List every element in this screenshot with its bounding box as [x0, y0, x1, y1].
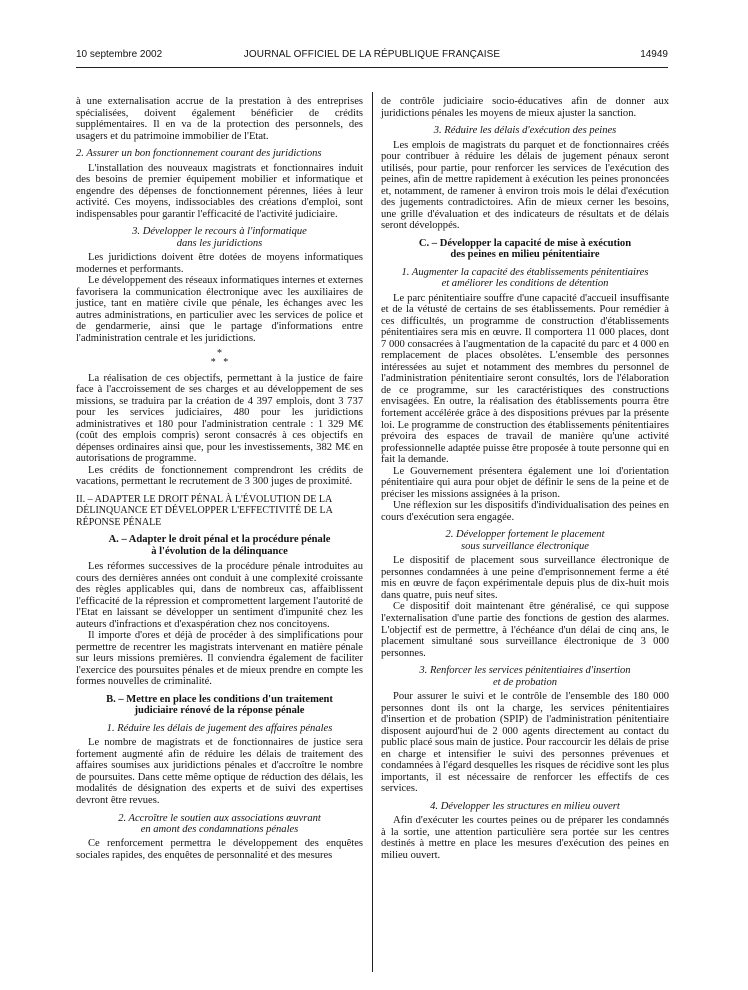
paragraph: Les réformes successives de la procédure pénale introduites au cours des dernières années ont conduit à une complexité croissante des règles applicables qui, dans de nombreux cas, affaiblissent l'efficacité de la répression et compromettent largement l'autorité de l'Etat en laissant se développer un sentiment d'impunité chez les auteurs d'infractions et d'exaspération chez nos concitoyens. [76, 561, 363, 630]
section-heading [84, 226, 355, 249]
subsection-heading-line: A. – Adapter le droit pénal et la procédure pénale [108, 534, 331, 546]
section-heading-line: 3. Développer le recours à l'informatique [132, 226, 307, 238]
section-heading-line: 2. Développer fortement le placement [445, 529, 605, 541]
header-page-number: 14949 [640, 49, 668, 60]
section-heading: 1. Réduire les délais de jugement des affaires pénales [106, 722, 333, 734]
section-heading: 4. Développer les structures en milieu ouvert [430, 800, 620, 812]
paragraph: de contrôle judiciaire socio-éducatives afin de donner aux juridictions pénales les moyens de mieux ajuster la sanction. [381, 96, 669, 119]
subsection-heading [385, 238, 665, 261]
section-heading-line: 1. Augmenter la capacité des établissements pénitentiaires [401, 266, 649, 278]
section-heading: 3. Réduire les délais d'exécution des peines [433, 125, 617, 137]
paragraph: Les emplois de magistrats du parquet et de fonctionnaires créés pour contribuer à réduire les délais de jugement pénaux seront utilisés, pour partie, pour renforcer les services de l'exécution des peines, afin de mettre rapidement à exécution les peines prononcées et, notamment, de ramener à environ trois mois le délai d'exécution des jugements contradictoires. Afin de mieux cerner les besoins, une grille d'évaluation et des indicateurs de résultats et de délais seront développés. [381, 139, 669, 232]
section-heading [84, 813, 355, 836]
paragraph: La réalisation de ces objectifs, permettant à la justice de faire face à l'accroissement de ses charges et au développement de ses missions, se traduira par la création de 4 397 emplois, dont 3 737 pour les services judiciaires, 480 pour les juridictions administratives et 180 pour l'administration centrale : 1 329 M€ (coût des emplois compris) seront consacrés à ces objectifs en dépenses ordinaires ainsi que, pour les investissements, 382 M€ en autorisations de programme. [76, 372, 363, 465]
paragraph: Afin d'exécuter les courtes peines ou de préparer les condamnés à la sortie, une attention particulière sera portée sur les centres destinés à mettre en place les mesures d'exécution des peines en milieu ouvert. [381, 815, 669, 861]
paragraph: Pour assurer le suivi et le contrôle de l'ensemble des 180 000 personnes dont ils ont la charge, les services pénitentiaires d'insertion et de probation (SPIP) de l'administration pénitentiaire disposent aujourd'hui de 2 000 agents directement au contact du public placé sous main de justice. Pour raccourcir les délais de prise en charge et intensifier le suivi des personnes prévenues et condamnées à l'égard desquelles les risques de récidive sont les plus importants, il est nécessaire de renforcer les effectifs de ces services. [381, 690, 669, 795]
subsection-heading [80, 694, 359, 717]
paragraph: L'installation des nouveaux magistrats et fonctionnaires induit des besoins de premier équipement mobilier et informatique et engendre des dépenses de fonctionnement pérennes, liées à leur activité. Ces moyens, indissociables des créations d'emploi, sont indispensables pour garantir l'efficacité de l'activité judiciaire. [76, 162, 363, 220]
paragraph: Le dispositif de placement sous surveillance électronique de personnes condamnées à une peine d'emprisonnement ferme a été mis en œuvre de façon expérimentale depuis plus de dix-huit mois dans quatre, puis neuf sites. [381, 555, 669, 601]
paragraph: Ce dispositif doit maintenant être généralisé, ce qui suppose l'externalisation d'une partie des fonctions de gestion des alarmes. L'objectif est de permettre, à l'échéance d'un délai de cinq ans, le placement simultané sous surveillance électronique de 3 000 personnes. [381, 601, 669, 659]
right-column [381, 96, 669, 862]
paragraph: Les crédits de fonctionnement comprendront les crédits de vacations, permettant le recrutement de 3 300 juges de proximité. [76, 464, 363, 488]
subsection-heading-line: judiciaire rénové de la réponse pénale [134, 705, 305, 717]
section-heading [389, 529, 661, 552]
section-heading: 2. Assurer un bon fonctionnement courant des juridictions [76, 148, 322, 160]
section-heading-line: en amont des condamnations pénales [140, 823, 299, 835]
asterism-line: * * [210, 356, 229, 368]
subsection-heading-line: B. – Mettre en place les conditions d'un traitement [106, 694, 333, 706]
paragraph: Le Gouvernement présentera également une loi d'orientation pénitentiaire qui aura pour objet de définir le sens de la peine et de préciser les missions assignées à la prison. [381, 465, 669, 500]
paragraph: Le parc pénitentiaire souffre d'une capacité d'accueil insuffisante et de la vétusté de certains de ses établissements. Pour remédier à ces difficultés, un programme de construction d'établissements pénitentiaires sera mis en œuvre. Il comportera 11 000 places, dont 7 000 consacrées à l'augmentation de la capacité du parc et 4 000 en remplacement de places obsolètes. L'ensemble des personnes intéressées au sujet et notamment des membres du personnel de l'administration pénitentiaire seront consultés, lors de l'élaboration de ce programme, sur les caractéristiques des constructions envisagées. En outre, la réalisation des établissements pourra être fortement accélérée grâce à des dispositions prévues par la présente loi. Le programme de construction des établissements pénitentiaires prévoira des espaces de travail de manière qu'une activité professionnelle adaptée puisse être proposée à toute personne qui en fait la demande. [381, 292, 669, 466]
section-heading-line: et améliorer les conditions de détention [441, 278, 609, 290]
column-separator [372, 92, 373, 972]
paragraph: Les juridictions doivent être dotées de moyens informatiques modernes et performants. [76, 252, 363, 275]
paragraph: Le développement des réseaux informatiques internes et externes favorisera la communication électronique avec les auxiliaires de justice, tant en matière civile que pénale, les échanges avec les autres administrations, en particulier avec les services de police et de gendarmerie, ainsi que le partage d'informations entre l'administration centrale et les juridictions. [76, 275, 363, 344]
paragraph: Il importe d'ores et déjà de procéder à des simplifications pour permettre de recentrer les magistrats intervenant en matière pénale sur leurs missions premières. Il conviendra également de faciliter l'exercice des poursuites pénales et de mieux prendre en compte les formes nouvelles de criminalité. [76, 630, 363, 688]
asterism-line: * [217, 347, 222, 359]
section-heading-line: et de probation [492, 676, 558, 688]
section-heading [389, 665, 661, 688]
header-date: 10 septembre 2002 [76, 49, 163, 60]
subsection-heading-line: C. – Développer la capacité de mise à exécution [418, 237, 632, 249]
header-rule [76, 67, 668, 68]
subsection-heading [80, 534, 359, 557]
header-journal-title: JOURNAL OFFICIEL DE LA RÉPUBLIQUE FRANÇAISE [243, 49, 501, 60]
section-heading-line: 2. Accroître le soutien aux associations œuvrant [118, 812, 321, 824]
section-heading-line: dans les juridictions [176, 237, 263, 249]
running-header [76, 49, 668, 65]
paragraph: Une réflexion sur les dispositifs d'individualisation des peines en cours d'exécution sera engagée. [381, 500, 669, 523]
part-heading: II. – ADAPTER LE DROIT PÉNAL À L'ÉVOLUTION DE LA DÉLINQUANCE ET DÉVELOPPER L'EFFECTIVITÉ DE LA RÉPONSE PÉNALE [76, 493, 333, 528]
subsection-heading-line: des peines en milieu pénitentiaire [450, 249, 600, 261]
left-column [76, 96, 363, 861]
section-heading [389, 267, 661, 290]
asterism [76, 349, 363, 367]
paragraph: Le nombre de magistrats et de fonctionnaires de justice sera fortement augmenté afin de réduire les délais de traitement des affaires soumises aux juridictions pénales et d'accroître le nombre de poursuites. Dans cette même optique de réduction des délais, les modalités de désignation des experts et de suivi des expertises devront être revues. [76, 737, 363, 806]
section-heading-line: sous surveillance électronique [461, 540, 589, 552]
section-heading-line: 3. Renforcer les services pénitentiaires d'insertion [419, 665, 631, 677]
paragraph: Ce renforcement permettra le développement des enquêtes sociales rapides, des enquêtes de personnalité et des mesures [76, 838, 363, 861]
subsection-heading-line: à l'évolution de la délinquance [151, 545, 288, 557]
paragraph: à une externalisation accrue de la prestation à des entreprises spécialisées, doivent également bénéficier de crédits supplémentaires. Il en va de la protection des personnels, des usagers et du patrimoine immobilier de l'Etat. [76, 96, 363, 142]
